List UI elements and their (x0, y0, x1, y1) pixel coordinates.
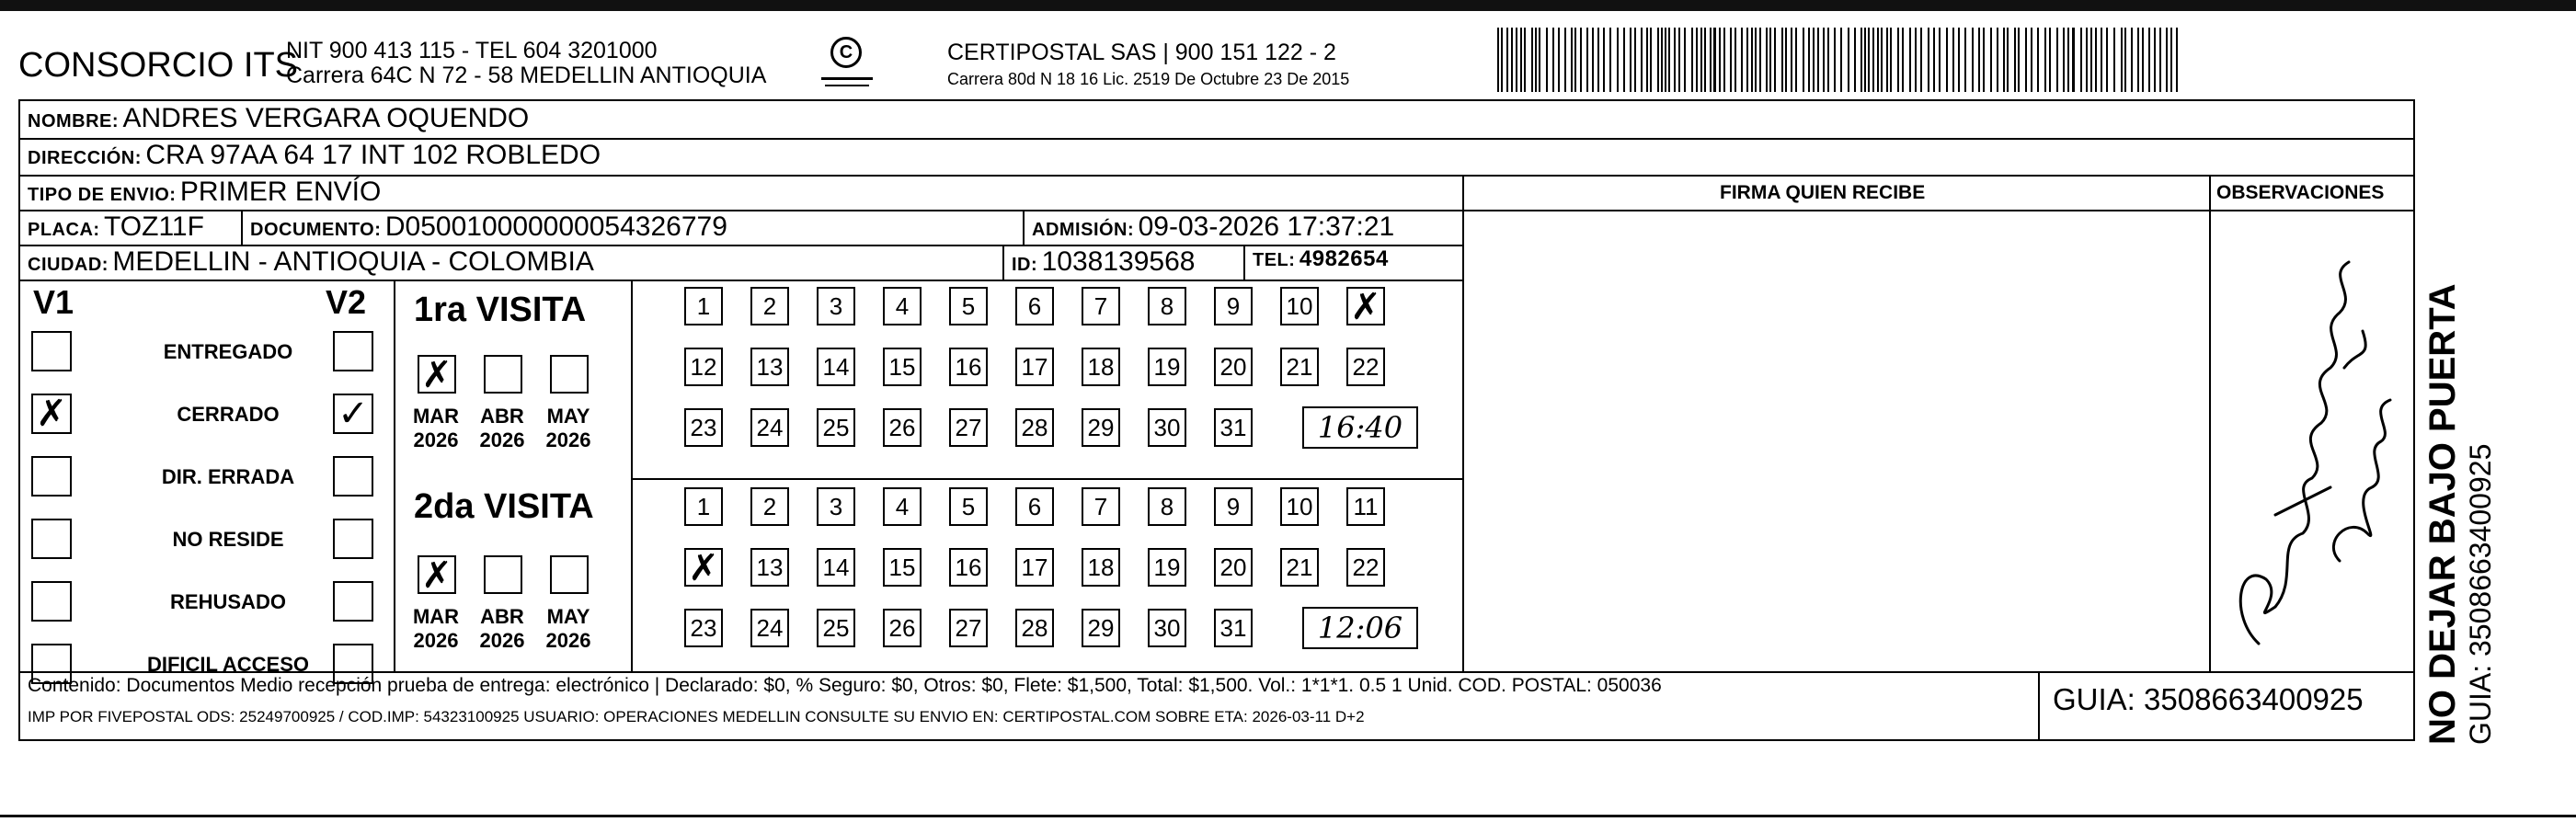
day-box[interactable]: 8 (1148, 487, 1186, 526)
barcode-bar (1634, 28, 1636, 92)
barcode-bar (1897, 28, 1899, 92)
day-box[interactable]: 2 (750, 287, 789, 325)
day-box[interactable] (684, 548, 723, 587)
barcode-bar (1497, 28, 1499, 92)
day-box[interactable]: 7 (1082, 287, 1120, 325)
barcode-bar (1890, 28, 1892, 92)
v1-checkbox[interactable] (31, 456, 72, 497)
day-box[interactable]: 31 (1214, 408, 1253, 447)
v1-checkbox[interactable] (31, 394, 72, 434)
barcode-bar (1990, 28, 1992, 92)
month-checkbox[interactable] (484, 555, 522, 594)
logo-rule-2 (825, 85, 869, 86)
barcode-bar (1785, 28, 1787, 92)
barcode-bar (1915, 28, 1917, 92)
certipostal-logo (821, 37, 873, 99)
barcode-bar (1684, 28, 1686, 92)
month-year: 2026 (413, 428, 459, 451)
month-label (541, 605, 596, 653)
tel-row (1253, 246, 1389, 272)
barcode-bar (2148, 28, 2150, 92)
placa-value: TOZ11F (104, 211, 204, 242)
barcode-bar (1803, 28, 1804, 92)
visit2-title: 2da VISITA (414, 487, 594, 526)
day-box[interactable]: 11 (1346, 487, 1385, 526)
tipo-row (28, 177, 381, 208)
v1-checkbox[interactable] (31, 581, 72, 622)
day-box[interactable]: 18 (1082, 348, 1120, 386)
id-label: ID: (1012, 255, 1038, 275)
month-label (475, 405, 530, 452)
barcode-bar (2090, 28, 2092, 92)
barcode-bar (1746, 28, 1748, 92)
day-box[interactable]: 26 (883, 408, 922, 447)
barcode-bar (1730, 28, 1732, 92)
barcode-bar (1520, 28, 1522, 92)
barcode-bar (1769, 28, 1771, 92)
barcode-bar (1759, 28, 1761, 92)
barcode-bar (2014, 28, 2016, 92)
month-name: MAR (412, 605, 460, 628)
day-box[interactable]: 28 (1015, 609, 1054, 647)
day-box[interactable]: 24 (750, 408, 789, 447)
barcode-bar (2113, 28, 2115, 92)
day-box[interactable]: 9 (1214, 287, 1253, 325)
barcode-bar (1766, 28, 1768, 92)
barcode-bar (2176, 28, 2178, 92)
day-box[interactable]: 14 (817, 548, 855, 587)
barcode-bar (2044, 28, 2046, 92)
barcode-bar (1902, 28, 1904, 92)
nombre-value: ANDRES VERGARA OQUENDO (122, 103, 530, 133)
day-box[interactable]: 22 (1346, 348, 1385, 386)
day-box[interactable]: 10 (1280, 287, 1319, 325)
day-box[interactable]: 8 (1148, 287, 1186, 325)
day-box[interactable]: 15 (883, 348, 922, 386)
day-box[interactable]: 3 (817, 487, 855, 526)
barcode-bar (1834, 28, 1836, 92)
barcode-bar (1586, 28, 1588, 92)
barcode-bar (1928, 28, 1929, 92)
barcode-bar (1710, 28, 1712, 92)
barcode-bar (2142, 28, 2144, 92)
tipo-label: TIPO DE ENVIO: (28, 185, 177, 205)
barcode-bar (1657, 28, 1659, 92)
barcode-bar (1678, 28, 1680, 92)
nit-line: NIT 900 413 115 - TEL 604 3201000 (286, 38, 658, 63)
barcode-bar (2003, 28, 2005, 92)
day-box[interactable] (1346, 286, 1385, 328)
col-divider (394, 280, 395, 671)
barcode-bar (1580, 28, 1582, 92)
id-row (1012, 246, 1195, 278)
barcode-bar (1723, 28, 1725, 92)
handwritten-signature (2211, 211, 2411, 669)
address-line: Carrera 64C N 72 - 58 MEDELLIN ANTIOQUIA (286, 63, 767, 88)
barcode-bar (2080, 28, 2082, 92)
tipo-value: PRIMER ENVÍO (179, 177, 382, 207)
col-divider (1462, 175, 1464, 671)
barcode-bar (1665, 28, 1666, 92)
barcode-bar (1552, 28, 1554, 92)
month-name: MAY (546, 405, 590, 428)
tel-label: TEL: (1253, 250, 1296, 270)
barcode-bar (1713, 28, 1716, 92)
barcode-bar (2025, 28, 2027, 92)
month-checkbox[interactable] (550, 555, 589, 594)
day-box[interactable]: 14 (817, 348, 855, 386)
barcode-bar (1872, 28, 1874, 92)
barcode-bar (1946, 28, 1948, 92)
barcode-bar (1696, 28, 1698, 92)
barcode-bar (2106, 28, 2108, 92)
day-box[interactable]: 6 (1015, 287, 1054, 325)
day-box[interactable]: 18 (1082, 548, 1120, 587)
side-instruction: NO DEJAR BAJO PUERTA (2422, 283, 2463, 745)
day-box[interactable]: 25 (817, 609, 855, 647)
day-box[interactable]: 24 (750, 609, 789, 647)
barcode-bar (1735, 28, 1736, 92)
status-reason-label: ENTREGADO (163, 340, 293, 363)
direccion-value: CRA 97AA 64 17 INT 102 ROBLEDO (145, 140, 601, 170)
bottom-border (0, 815, 2576, 817)
documento-value: D050010000000054326779 (384, 211, 727, 242)
barcode-bar (1881, 28, 1883, 92)
visit-divider (631, 478, 1462, 480)
day-box[interactable]: 20 (1214, 548, 1253, 587)
barcode-bar (2101, 28, 2102, 92)
barcode-bar (2031, 28, 2032, 92)
footer-guia: GUIA: 3508663400925 (2053, 682, 2364, 716)
barcode-bar (2063, 28, 2065, 92)
barcode-bar (1674, 28, 1676, 92)
row-divider (20, 280, 1462, 281)
barcode-bar (2166, 28, 2168, 92)
logo-rule (821, 77, 873, 80)
day-box[interactable]: 29 (1082, 408, 1120, 447)
company-info (286, 39, 766, 88)
day-box[interactable]: 1 (684, 287, 723, 325)
barcode-bar (1860, 28, 1862, 92)
barcode-bar (2018, 28, 2020, 92)
day-box[interactable]: 27 (949, 408, 988, 447)
ciudad-row (28, 246, 594, 278)
month-checkbox[interactable] (418, 355, 456, 394)
month-year: 2026 (479, 428, 525, 451)
barcode-bar (2056, 28, 2058, 92)
barcode-bar (1774, 28, 1776, 92)
row-divider (20, 671, 2413, 673)
nombre-label: NOMBRE: (28, 111, 120, 131)
direccion-label: DIRECCIÓN: (28, 148, 142, 168)
company-name: CONSORCIO ITS (18, 46, 299, 85)
barcode-bar (1571, 28, 1573, 92)
barcode-bar (1868, 28, 1870, 92)
barcode-bar (1597, 28, 1599, 92)
barcode-bar (2007, 28, 2009, 92)
top-border (0, 0, 2576, 11)
col-divider (2038, 671, 2040, 741)
barcode-bar (1700, 28, 1702, 92)
barcode-bar (1603, 28, 1605, 92)
firma-title: FIRMA QUIEN RECIBE (1720, 182, 1926, 203)
barcode-bar (1886, 28, 1888, 92)
placa-label: PLACA: (28, 220, 100, 240)
barcode-bar (2124, 28, 2126, 92)
day-box[interactable]: 5 (949, 487, 988, 526)
col-divider (241, 210, 243, 245)
documento-label: DOCUMENTO: (250, 220, 382, 240)
month-checkbox[interactable] (484, 355, 522, 394)
barcode-bar (1641, 28, 1643, 92)
barcode-bar (1920, 28, 1922, 92)
barcode-bar (1933, 28, 1935, 92)
barcode-bar (2154, 28, 2156, 92)
barcode-bar (1972, 28, 1974, 92)
status-reason-label: DIR. ERRADA (161, 465, 295, 488)
day-box[interactable]: 28 (1015, 408, 1054, 447)
col-divider (1023, 210, 1025, 245)
barcode-bar (2067, 28, 2069, 92)
v1-checkbox[interactable] (31, 519, 72, 559)
day-box[interactable]: 26 (883, 609, 922, 647)
barcode-bar (1535, 28, 1537, 92)
month-year: 2026 (545, 428, 591, 451)
barcode-bar (1813, 28, 1815, 92)
day-box[interactable]: 30 (1148, 609, 1186, 647)
visit-time: 16:40 (1302, 406, 1418, 449)
observaciones-title: OBSERVACIONES (2216, 182, 2385, 203)
barcode-bar (1539, 28, 1540, 92)
v2-checkbox[interactable] (333, 394, 373, 434)
check-x-icon: ✗ (1350, 286, 1381, 328)
barcode-bar (1952, 28, 1954, 92)
barcode-bar (1751, 28, 1753, 92)
month-checkbox[interactable] (550, 355, 589, 394)
barcode-bar (1623, 28, 1625, 92)
barcode-bar (1511, 28, 1513, 92)
check-v-icon: ✓ (338, 393, 369, 435)
day-box[interactable]: 4 (883, 487, 922, 526)
admision-label: ADMISIÓN: (1032, 220, 1135, 240)
month-name: ABR (480, 405, 524, 428)
barcode-bar (1564, 28, 1566, 92)
status-reason-label: DIFICIL ACCESO (146, 653, 309, 676)
barcode-bar (2072, 28, 2075, 92)
barcode-bar (1617, 28, 1619, 92)
ciudad-label: CIUDAD: (28, 255, 109, 275)
col-divider (1002, 245, 1004, 280)
ciudad-value: MEDELLIN - ANTIOQUIA - COLOMBIA (112, 246, 594, 277)
day-box[interactable]: 19 (1148, 348, 1186, 386)
barcode-bar (1755, 28, 1757, 92)
barcode-bar (1719, 28, 1721, 92)
day-box[interactable]: 1 (684, 487, 723, 526)
col-divider (631, 280, 633, 671)
barcode-bar (1854, 28, 1856, 92)
status-reason-label: REHUSADO (170, 590, 286, 613)
day-box[interactable]: 7 (1082, 487, 1120, 526)
v2-checkbox[interactable] (333, 331, 373, 371)
day-box[interactable]: 10 (1280, 487, 1319, 526)
v1-checkbox[interactable] (31, 331, 72, 371)
barcode-bar (1646, 28, 1648, 92)
check-x-icon: ✗ (688, 547, 719, 589)
logo-emblem-icon: C (830, 37, 862, 68)
v2-checkbox[interactable] (333, 456, 373, 497)
barcode-bar (1501, 28, 1503, 92)
barcode-bar (1531, 28, 1533, 92)
day-box[interactable]: 23 (684, 609, 723, 647)
barcode-bar (1791, 28, 1792, 92)
barcode-bar (2159, 28, 2161, 92)
barcode-bar (1630, 28, 1631, 92)
check-x-icon: ✗ (36, 393, 67, 435)
day-box[interactable]: 21 (1280, 548, 1319, 587)
barcode-bar (1741, 28, 1743, 92)
day-box[interactable]: 13 (750, 548, 789, 587)
placa-row (28, 211, 204, 243)
tel-value: 4982654 (1299, 246, 1389, 271)
month-label (408, 405, 464, 452)
month-name: MAY (546, 605, 590, 628)
barcode-bar (1827, 28, 1829, 92)
month-checkbox[interactable] (418, 554, 456, 597)
day-box[interactable]: 16 (949, 348, 988, 386)
barcode-bar (1795, 28, 1797, 92)
barcode-bar (2131, 28, 2133, 92)
barcode-bar (1817, 28, 1819, 92)
print-info: IMP POR FIVEPOSTAL ODS: 25249700925 / COD.IMP: 54323100925 USUARIO: OPERACIONES MEDELLIN CONSULTE SU ENVIO EN: CERTIPOSTAL.COM SOBRE ETA: 2026-03-11 D+2 (28, 708, 1365, 725)
barcode-bar (1609, 28, 1611, 92)
barcode-bar (1978, 28, 1980, 92)
barcode-bar (1650, 28, 1652, 92)
id-value: 1038139568 (1041, 246, 1196, 277)
barcode-bar (1781, 28, 1783, 92)
day-box[interactable]: 3 (817, 287, 855, 325)
barcode-bar (1964, 28, 1966, 92)
day-box[interactable]: 20 (1214, 348, 1253, 386)
barcode-bar (1997, 28, 1998, 92)
month-name: ABR (480, 605, 524, 628)
barcode-bar (1691, 28, 1693, 92)
barcode-bar (1668, 28, 1670, 92)
barcode-bar (1823, 28, 1825, 92)
barcode-bar (2095, 28, 2097, 92)
day-box[interactable]: 27 (949, 609, 988, 647)
content-info: Contenido: Documentos Medio recepción prueba de entrega: electrónico | Declarado: $0, % Seguro: $0, Otros: $0, Flete: $1,500, Total: $1,500. Vol.: 1*1*1. 0.5 1 Unid. COD. POSTAL: 050036 (28, 675, 1662, 696)
barcode-bar (2121, 28, 2123, 92)
v2-heading: V2 (326, 283, 367, 321)
month-label (541, 405, 596, 452)
month-year: 2026 (479, 629, 525, 652)
barcode-bar (1592, 28, 1594, 92)
day-box[interactable]: 15 (883, 548, 922, 587)
side-text (2422, 283, 2498, 745)
day-box[interactable]: 6 (1015, 487, 1054, 526)
barcode-bar (1574, 28, 1576, 92)
barcode-bar (1864, 28, 1866, 92)
month-name: MAR (412, 405, 460, 428)
direccion-row (28, 140, 601, 171)
check-x-icon: ✗ (421, 354, 452, 396)
day-box[interactable]: 2 (750, 487, 789, 526)
admision-row (1032, 211, 1394, 243)
day-box[interactable]: 21 (1280, 348, 1319, 386)
day-box[interactable]: 22 (1346, 548, 1385, 587)
side-guia: GUIA: 3508663400925 (2464, 443, 2497, 745)
barcode-bar (1524, 28, 1526, 92)
barcode-bar (2049, 28, 2051, 92)
barcode-bar (1808, 28, 1810, 92)
barcode-bar (1958, 28, 1960, 92)
guide-form (18, 99, 2415, 741)
day-box[interactable]: 17 (1015, 348, 1054, 386)
check-x-icon: ✗ (421, 554, 452, 597)
barcode-bar (1516, 28, 1517, 92)
barcode-bar (1661, 28, 1663, 92)
documento-row (250, 211, 727, 243)
v2-checkbox[interactable] (333, 519, 373, 559)
barcode-bar (2137, 28, 2139, 92)
day-box[interactable]: 31 (1214, 609, 1253, 647)
day-box[interactable]: 17 (1015, 548, 1054, 587)
barcode (1497, 28, 2181, 92)
day-box[interactable]: 9 (1214, 487, 1253, 526)
day-box[interactable]: 29 (1082, 609, 1120, 647)
barcode-bar (1909, 28, 1911, 92)
admision-value: 09-03-2026 17:37:21 (1138, 211, 1395, 242)
day-box[interactable]: 16 (949, 548, 988, 587)
barcode-bar (1704, 28, 1706, 92)
barcode-bar (1939, 28, 1941, 92)
certipostal-license: Carrera 80d N 18 16 Lic. 2519 De Octubre 23 De 2015 (947, 70, 1350, 88)
barcode-bar (2170, 28, 2172, 92)
status-reason-label: CERRADO (177, 403, 280, 426)
visit1-title: 1ra VISITA (414, 291, 587, 329)
status-reason-label: NO RESIDE (172, 528, 284, 551)
day-box[interactable]: 25 (817, 408, 855, 447)
barcode-bar (1840, 28, 1842, 92)
month-label (408, 605, 464, 653)
barcode-bar (1848, 28, 1849, 92)
visit-time: 12:06 (1302, 607, 1418, 649)
col-divider (1243, 245, 1245, 280)
barcode-bar (2037, 28, 2039, 92)
v2-checkbox[interactable] (333, 581, 373, 622)
day-box[interactable]: 4 (883, 287, 922, 325)
day-box[interactable]: 5 (949, 287, 988, 325)
barcode-bar (1558, 28, 1560, 92)
day-box[interactable]: 13 (750, 348, 789, 386)
day-box[interactable]: 19 (1148, 548, 1186, 587)
v1-heading: V1 (33, 283, 74, 321)
barcode-bar (1983, 28, 1985, 92)
barcode-bar (1877, 28, 1879, 92)
nombre-row (28, 103, 529, 134)
month-label (475, 605, 530, 653)
month-year: 2026 (413, 629, 459, 652)
barcode-bar (1546, 28, 1548, 92)
barcode-bar (2086, 28, 2088, 92)
barcode-bar (1506, 28, 1508, 92)
certipostal-title: CERTIPOSTAL SAS | 900 151 122 - 2 (947, 40, 1336, 65)
day-box[interactable]: 30 (1148, 408, 1186, 447)
day-box[interactable]: 12 (684, 348, 723, 386)
month-year: 2026 (545, 629, 591, 652)
day-box[interactable]: 23 (684, 408, 723, 447)
